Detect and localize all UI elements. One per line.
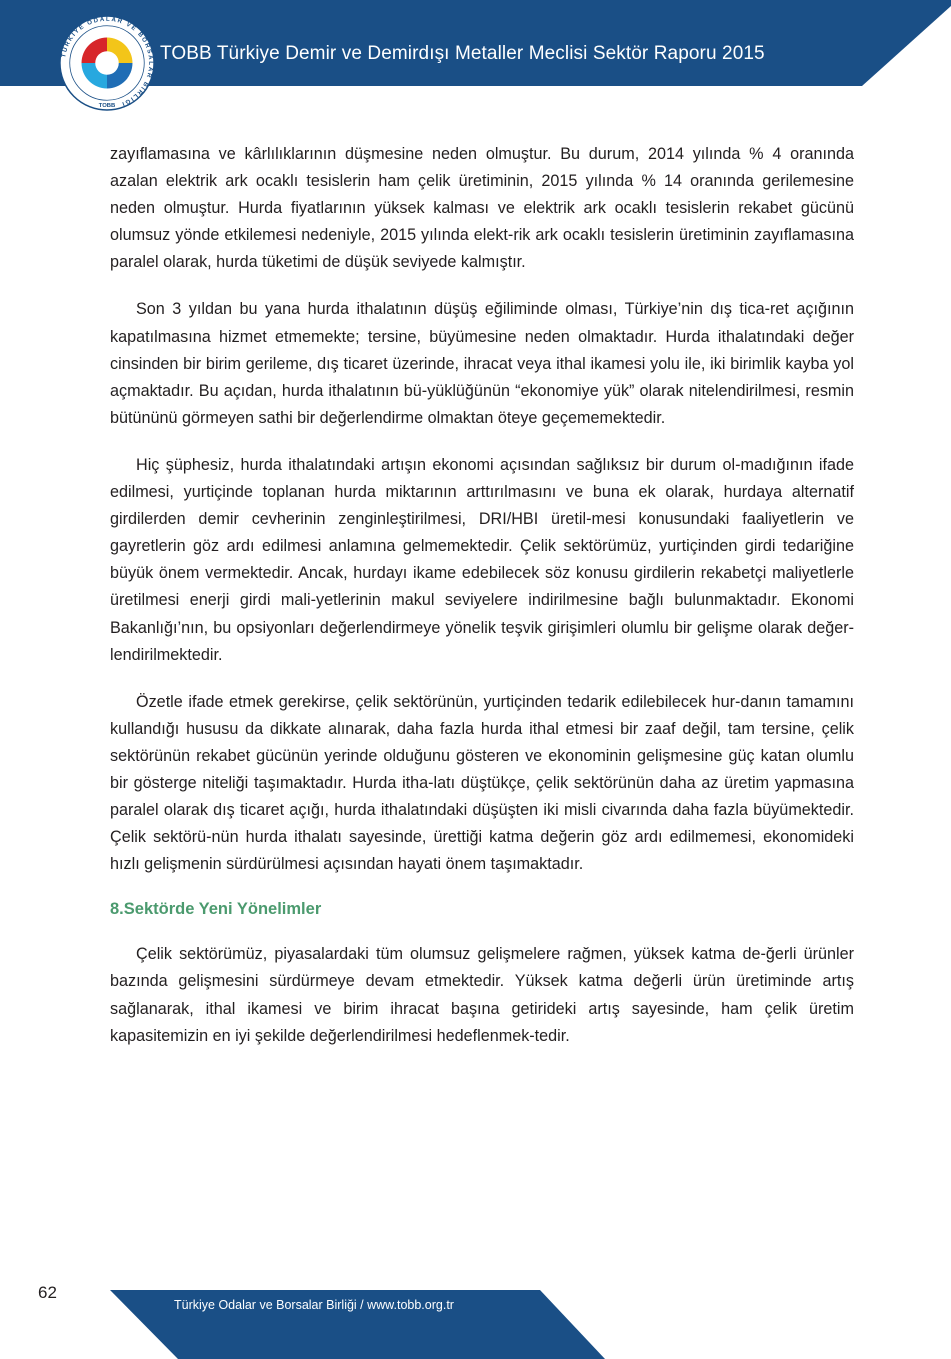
- tobb-logo: [58, 14, 156, 112]
- logo-ring-text: TÜRKİYE ODALAR VE BORSALAR BİRLİĞİ: [60, 15, 155, 108]
- paragraph-1: zayıflamasına ve kârlılıklarının düşmesine neden olmuştur. Bu durum, 2014 yılında % 4 oranında azalan elektrik ark ocaklı tesislerin ham çelik üretiminin, 2015 yılında % 14 oranında gerilemesine neden olmuştur. Hurda fiyatlarının yüksek kalması ve elektrik ark ocaklı tesislerin rekabet gücünü olumsuz yönde etkilemesi nedeniyle, 2015 yılında elekt-rik ark ocaklı tesislerin üretiminin zayıflamasına paralel olarak, hurda tüketimi de düşük seviyede kalmıştır.: [110, 145, 854, 272]
- section-paragraph: Çelik sektörümüz, piyasalardaki tüm olumsuz gelişmelere rağmen, yüksek katma de-ğerli ürünler bazında gelişmesini sürdürmeye devam etmektedir. Yüksek katma değerli ürün üretiminde artış sağlanarak, ithal ikamesi ve birim ihracat başına getirideki artış sayesinde, ham çelik üretim kapasitemizin en iyi şekilde değerlendirilmesi hedeflenmek-tedir.: [110, 945, 854, 1045]
- paragraph-4: Özetle ifade etmek gerekirse, çelik sektörünün, yurtiçinden tedarik edilebilecek hur-danın tamamını kullandığı hususu da dikkate alınarak, daha fazla hurda ithal etmesi bir zaaf değil, tam tersine, çelik sektörünün rekabet gücünün yerinde olduğunu gösteren ve ekonominin gelişmesine güç katan olumlu bir gösterge niteliği taşımaktadır. Hurda itha-latı düştükçe, çelik sektörünün daha az üretim yapmasına paralel olarak dış ticaret açığı, hurda ithalatındaki düşüşten iki misli civarında daha fazla büyümektedir. Çelik sektörü-nün hurda ithalatı sayesinde, ürettiği katma değerin göz ardı edilmemesi, ekonomideki hızlı gelişmenin sürdürülmesi açısından hayati önem taşımaktadır.: [110, 692, 854, 874]
- footer-text: Türkiye Odalar ve Borsalar Birliği / www.tobb.org.tr: [174, 1298, 454, 1312]
- page-number: 62: [38, 1283, 57, 1302]
- section-heading: 8.Sektörde Yeni Yönelimler: [110, 900, 322, 919]
- paragraph-3: Hiç şüphesiz, hurda ithalatındaki artışın ekonomi açısından sağlıksız bir durum ol-madığının ifade edilmesi, yurtiçinde toplanan hurda miktarının arttırılmasını ve buna ek olarak, hurdaya alternatif girdilerden demir cevherinin zenginleştirilmesi, DRI/HBI üretil-mesi konusundaki faaliyetlerin ve gayretlerin göz ardı edilmesi anlamına gelmemektedir. Çelik sektörümüz, yurtiçinden girdi tedariğine büyük önem vermektedir. Ancak, hurdayı ikame edebilecek söz konusu girdilerin rekabetçi maliyetlerle üretilmesi enerji girdi mali-yetlerinin makul seviyelere indirilmesine bağlı bulunmaktadır. Ekonomi Bakanlığı’nın, bu opsiyonları değerlendirmeye yönelik teşvik girişimleri olumlu bir gelişme olarak değer-lendirilmektedir.: [110, 455, 854, 664]
- page-content: [110, 141, 854, 1070]
- logo-label: TOBB: [98, 103, 116, 110]
- document-title: TOBB Türkiye Demir ve Demirdışı Metaller Meclisi Sektör Raporu 2015: [160, 43, 765, 64]
- paragraph-2: Son 3 yıldan bu yana hurda ithalatının düşüş eğiliminde olması, Türkiye’nin dış tica-ret açığının kapatılmasına hizmet etmemekte; tersine, büyümesine neden olmaktadır. Hurda ithalatındaki değer cinsinden bir birim gerileme, dış ticaret üzerinde, ihracat veya ithal ikamesi yolu ile, iki birimlik kayba yol açmaktadır. Bu açıdan, hurda ithalatının bü-yüklüğünün “ekonomiye yük” olarak nitelendirilmesi, resmin bütününü görmeyen sathi bir değerlendirme olmaktan öteye geçememektedir.: [110, 300, 854, 427]
- footer-band: [0, 1290, 951, 1359]
